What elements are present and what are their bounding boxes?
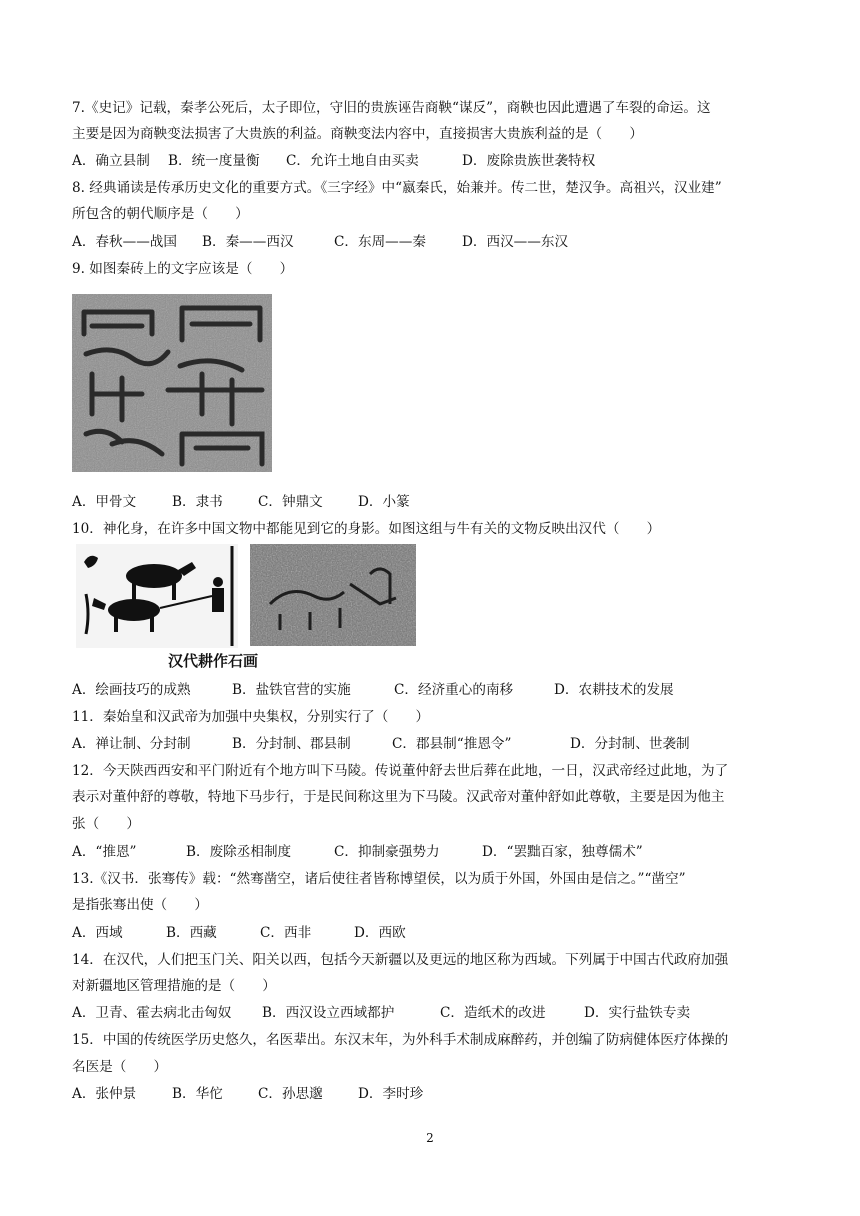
q7-option-d: D．废除贵族世袭特权 <box>462 153 596 169</box>
q9-option-c: C．钟鼎文 <box>258 494 323 510</box>
q8-options <box>72 232 568 252</box>
q8-stem-line1: 8. 经典诵读是传承历史文化的重要方式。《三字经》中“嬴秦氏，始兼并。传二世，楚汉争。高祖兴，汉业建” <box>72 180 722 196</box>
q15-option-d: D．李时珍 <box>358 1086 424 1102</box>
q12-stem-line1: 12．今天陕西西安和平门附近有个地方叫下马陵。传说董仲舒去世后葬在此地，一日，汉武帝经过此地，为了 <box>72 763 729 779</box>
q15-option-a: A．张仲景 <box>72 1086 137 1102</box>
q10-options <box>72 680 674 700</box>
q12-option-b: B．废除丞相制度 <box>186 844 292 860</box>
q13-option-d: D．西欧 <box>354 925 406 941</box>
q13-stem-line2: 是指张骞出使（ ） <box>72 897 208 913</box>
q9-option-d: D．小篆 <box>358 494 410 510</box>
q12-option-d: D．“罢黜百家，独尊儒术” <box>482 844 643 860</box>
q13-stem-line1: 13.《汉书．张骞传》载：“然骞凿空，诸后使往者皆称博望侯，以为质于外国，外国由是信之。”“凿空” <box>72 871 686 887</box>
q15-options <box>72 1084 423 1104</box>
q14-option-d: D．实行盐铁专卖 <box>584 1005 691 1021</box>
han-ox-plowing-rubbing-image <box>76 544 238 648</box>
q15-stem-line1: 15．中国的传统医学历史悠久，名医辈出。东汉末年，为外科手术制成麻醉药，并创编了防病健体医疗体操的 <box>72 1032 729 1048</box>
q10-option-a: A．绘画技巧的成熟 <box>72 682 191 698</box>
q14-option-c: C．造纸术的改进 <box>440 1005 546 1021</box>
q9-stem: 9. 如图秦砖上的文字应该是（ ） <box>72 261 294 277</box>
q12-option-c: C．抑制豪强势力 <box>334 844 440 860</box>
q11-option-c: C．郡县制“推恩令” <box>392 736 512 752</box>
q7-stem-line2: 主要是因为商鞅变法损害了大贵族的利益。商鞅变法内容中，直接损害大贵族利益的是（ ） <box>72 126 643 142</box>
q8-option-d: D．西汉——东汉 <box>462 234 569 250</box>
q14-option-a: A．卫青、霍去病北击匈奴 <box>72 1005 232 1021</box>
q11-option-b: B．分封制、郡县制 <box>232 736 351 752</box>
q13-option-a: A．西域 <box>72 925 123 941</box>
q13-option-b: B．西藏 <box>166 925 217 941</box>
q9-options <box>72 492 410 512</box>
q7-options <box>72 151 595 171</box>
q10-option-d: D．农耕技术的发展 <box>554 682 674 698</box>
q12-stem-line3: 张（ ） <box>72 816 140 832</box>
q10-option-c: C．经济重心的南移 <box>394 682 514 698</box>
q10-stem: 10．神化身，在许多中国文物中都能见到它的身影。如图这组与牛有关的文物反映出汉代（ ） <box>72 521 661 537</box>
q8-option-c: C．东周——秦 <box>334 234 426 250</box>
q11-options <box>72 734 690 754</box>
q9-option-b: B．隶书 <box>172 494 223 510</box>
q9-option-a: A．甲骨文 <box>72 494 137 510</box>
q13-options <box>72 923 406 943</box>
qin-brick-inscription-image <box>72 294 272 472</box>
q14-stem-line2: 对新疆地区管理措施的是（ ） <box>72 978 276 994</box>
han-plowing-stone-relief-image <box>250 544 416 646</box>
q14-options <box>72 1003 690 1023</box>
q13-option-c: C．西非 <box>260 925 312 941</box>
q12-stem-line2: 表示对董仲舒的尊敬，特地下马步行，于是民间称这里为下马陵。汉武帝对董仲舒如此尊敬，主要是因为他主 <box>72 789 725 805</box>
q10-image-caption: 汉代耕作石画 <box>168 652 259 670</box>
q11-option-d: D．分封制、世袭制 <box>570 736 690 752</box>
q11-option-a: A．禅让制、分封制 <box>72 736 191 752</box>
page-number: 2 <box>426 1131 434 1145</box>
q8-option-b: B．秦——西汉 <box>202 234 294 250</box>
q10-option-b: B．盐铁官营的实施 <box>232 682 351 698</box>
q14-stem-line1: 14．在汉代，人们把玉门关、阳关以西，包括今天新疆以及更远的地区称为西域。下列属于中国古代政府加强 <box>72 952 729 968</box>
q8-option-a: A．春秋——战国 <box>72 234 177 250</box>
q12-options <box>72 842 643 862</box>
q14-option-b: B．西汉设立西域都护 <box>262 1005 395 1021</box>
q8-stem-line2: 所包含的朝代顺序是（ ） <box>72 206 249 222</box>
q15-stem-line2: 名医是（ ） <box>72 1059 168 1075</box>
q7-option-c: C．允许土地自由买卖 <box>286 153 419 169</box>
q7-option-a: A．确立县制 <box>72 153 150 169</box>
q15-option-b: B．华佗 <box>172 1086 223 1102</box>
q11-stem: 11．秦始皇和汉武帝为加强中央集权，分别实行了（ ） <box>72 709 430 725</box>
q15-option-c: C．孙思邈 <box>258 1086 323 1102</box>
q12-option-a: A．“推恩” <box>72 844 137 860</box>
q7-option-b: B．统一度量衡 <box>168 153 260 169</box>
q7-stem-line1: 7.《史记》记载，秦孝公死后，太子即位，守旧的贵族诬告商鞅“谋反”，商鞅也因此遭遇了车裂的命运。这 <box>72 100 711 116</box>
